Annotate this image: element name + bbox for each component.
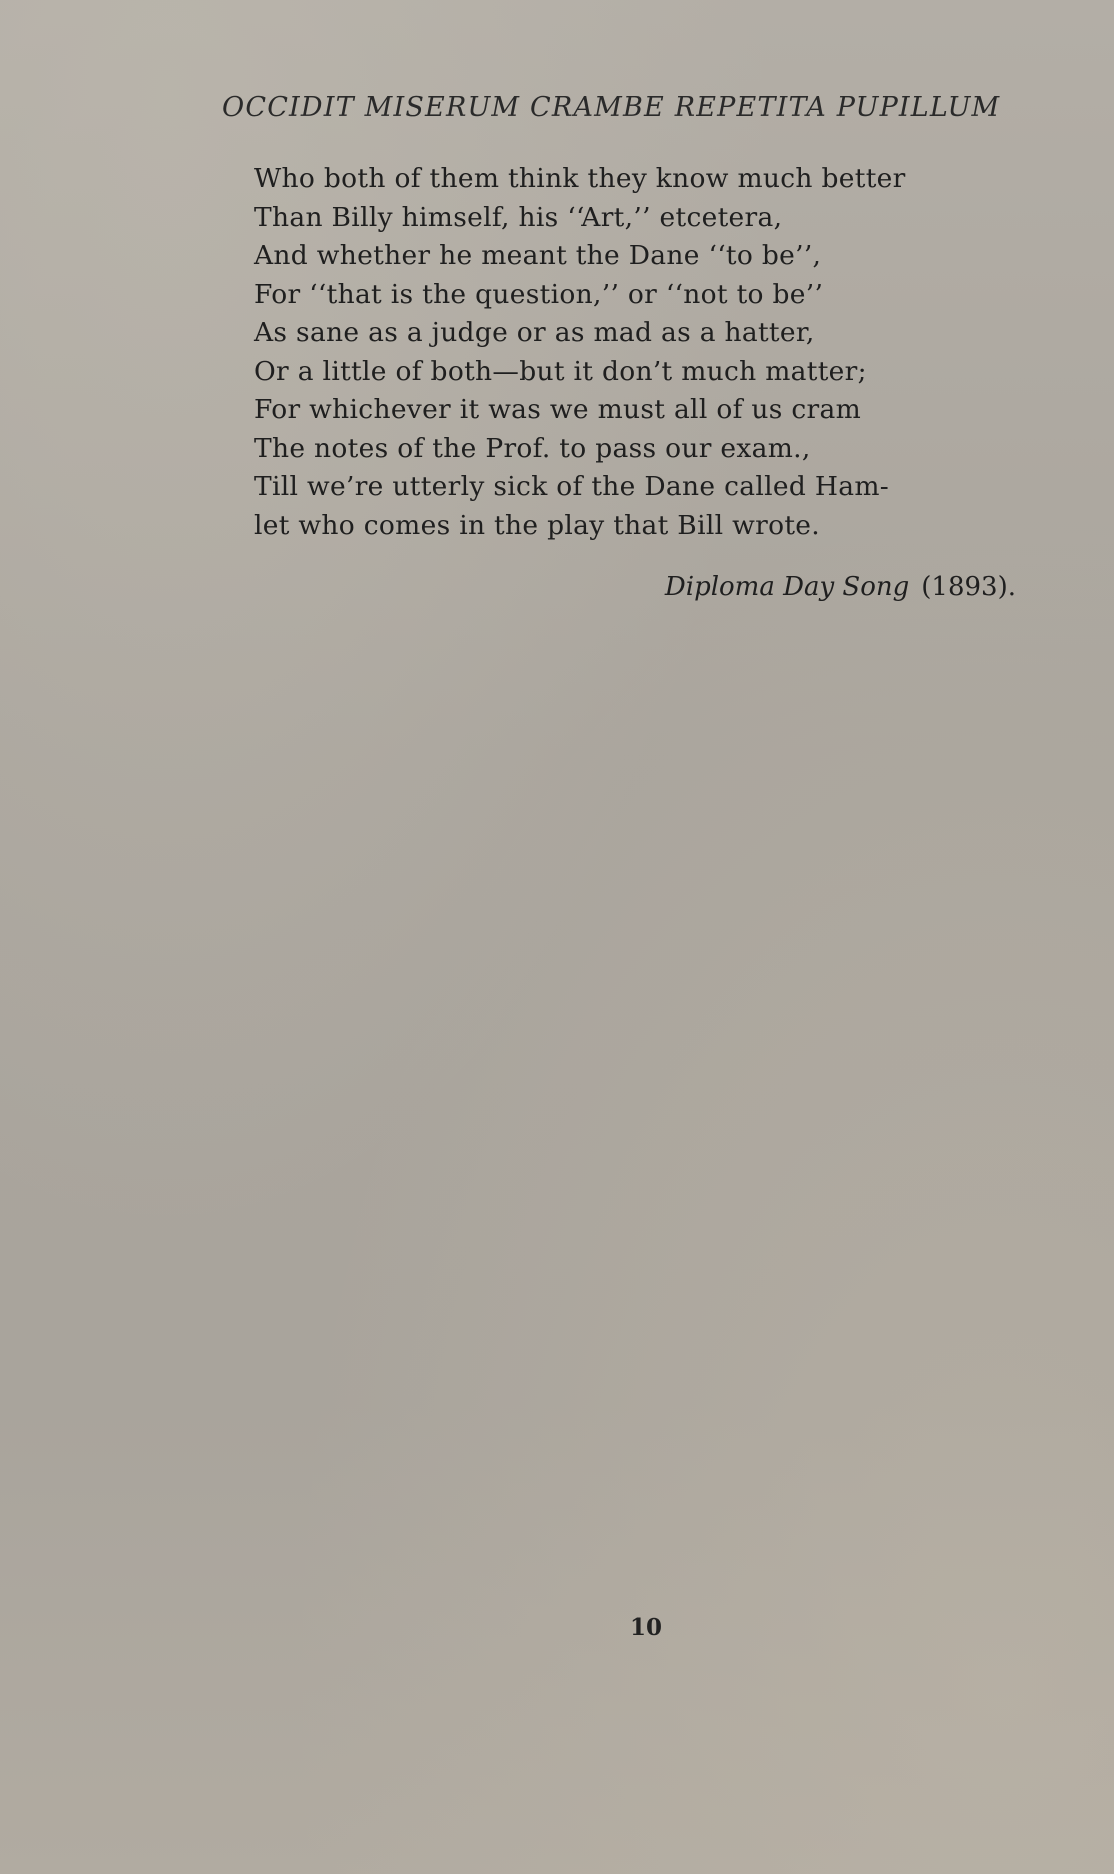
poem-line: The notes of the Prof. to pass our exam., <box>254 432 811 464</box>
poem-line: For whichever it was we must all of us cram <box>254 394 862 425</box>
poem-line: Till we’re utterly sick of the Dane called Ham- <box>254 471 890 502</box>
poem-line: Who both of them think they know much better <box>254 163 906 194</box>
poem-line: And whether he meant the Dane ‘‘to be’’, <box>254 240 822 271</box>
poem-line: For ‘‘that is the question,’’ or ‘‘not to be’’ <box>254 278 824 310</box>
poem-line: let who comes in the play that Bill wrote. <box>254 509 820 541</box>
poem-stanza <box>254 160 906 545</box>
poem-attribution <box>665 572 1016 602</box>
attribution-year: (1893). <box>921 572 1016 602</box>
attribution-source: Diploma Day Song <box>664 572 910 602</box>
poem-line: As sane as a judge or as mad as a hatter, <box>254 317 815 348</box>
page-number: 10 <box>630 1614 663 1641</box>
poem-line: Or a little of both—but it don’t much matter; <box>254 355 867 387</box>
poem-line: Than Billy himself, his ‘‘Art,’’ etcetera, <box>254 201 783 233</box>
running-head: OCCIDIT MISERUM CRAMBE REPETITA PUPILLUM <box>222 92 1001 123</box>
